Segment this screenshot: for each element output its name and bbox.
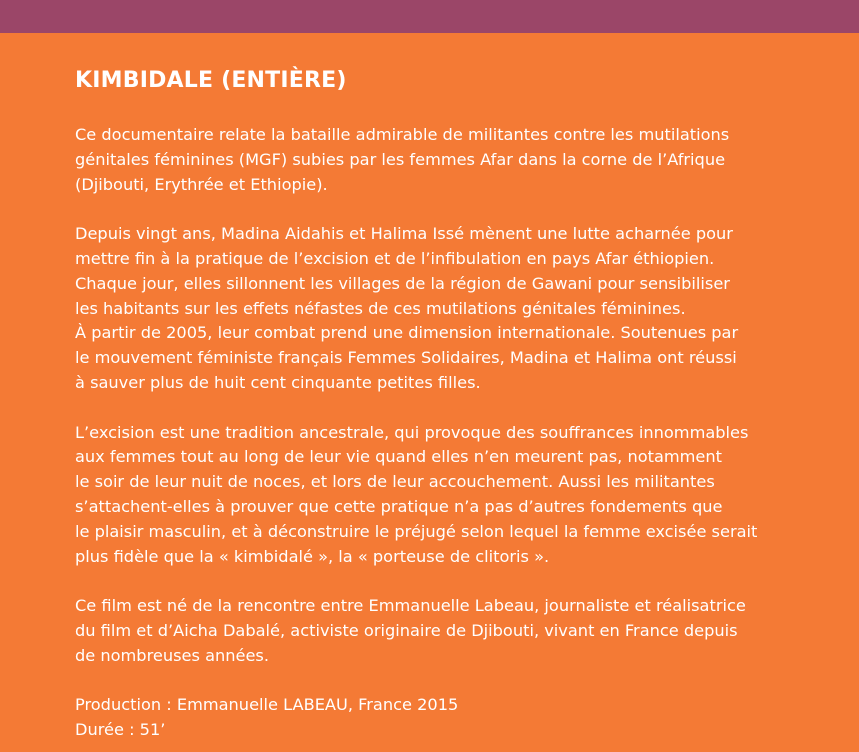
text-line: (Djibouti, Erythrée et Ethiopie). [75, 174, 328, 194]
production-credit: Production : Emmanuelle LABEAU, France 2015 [75, 695, 459, 715]
text-line: Chaque jour, elles sillonnent les villages de la région de Gawani pour sensibiliser [75, 273, 730, 293]
text-line: les habitants sur les effets néfastes de ces mutilations génitales féminines. [75, 298, 686, 318]
document-body [75, 66, 815, 743]
text-line: L’excision est une tradition ancestrale, qui provoque des souffrances innommables [75, 422, 749, 442]
text-line: Ce film est né de la rencontre entre Emmanuelle Labeau, journaliste et réalisatrice [75, 596, 746, 616]
document-title: KIMBIDALE (ENTIÈRE) [75, 68, 347, 93]
text-line: Depuis vingt ans, Madina Aidahis et Halima Issé mènent une lutte acharnée pour [75, 224, 733, 244]
text-line: plus fidèle que la « kimbidalé », la « porteuse de clitoris ». [75, 546, 550, 566]
text-line: de nombreuses années. [75, 645, 270, 665]
text-line: à sauver plus de huit cent cinquante petites filles. [75, 372, 481, 392]
paragraph-struggle [75, 222, 815, 396]
text-line: le mouvement féministe français Femmes Solidaires, Madina et Halima ont réussi [75, 348, 737, 368]
text-line: s’attachent-elles à prouver que cette pratique n’a pas d’autres fondements que [75, 496, 723, 516]
paragraph-tradition [75, 421, 815, 570]
duration-credit: Durée : 51’ [75, 720, 166, 740]
credits [75, 693, 815, 743]
text-line: génitales féminines (MGF) subies par les femmes Afar dans la corne de l’Afrique [75, 149, 726, 169]
text-line: À partir de 2005, leur combat prend une dimension internationale. Soutenues par [75, 323, 739, 343]
paragraph-intro [75, 123, 815, 197]
text-line: Ce documentaire relate la bataille admirable de militantes contre les mutilations [75, 125, 730, 144]
paragraph-origin [75, 594, 815, 668]
text-line: mettre fin à la pratique de l’excision et de l’infibulation en pays Afar éthiopien. [75, 248, 715, 268]
text-line: du film et d’Aicha Dabalé, activiste originaire de Djibouti, vivant en France depuis [75, 620, 738, 640]
text-line: aux femmes tout au long de leur vie quand elles n’en meurent pas, notamment [75, 447, 722, 467]
text-line: le soir de leur nuit de noces, et lors de leur accouchement. Aussi les militantes [75, 472, 715, 492]
top-band [0, 0, 859, 33]
text-line: le plaisir masculin, et à déconstruire le préjugé selon lequel la femme excisée serait [75, 521, 758, 541]
